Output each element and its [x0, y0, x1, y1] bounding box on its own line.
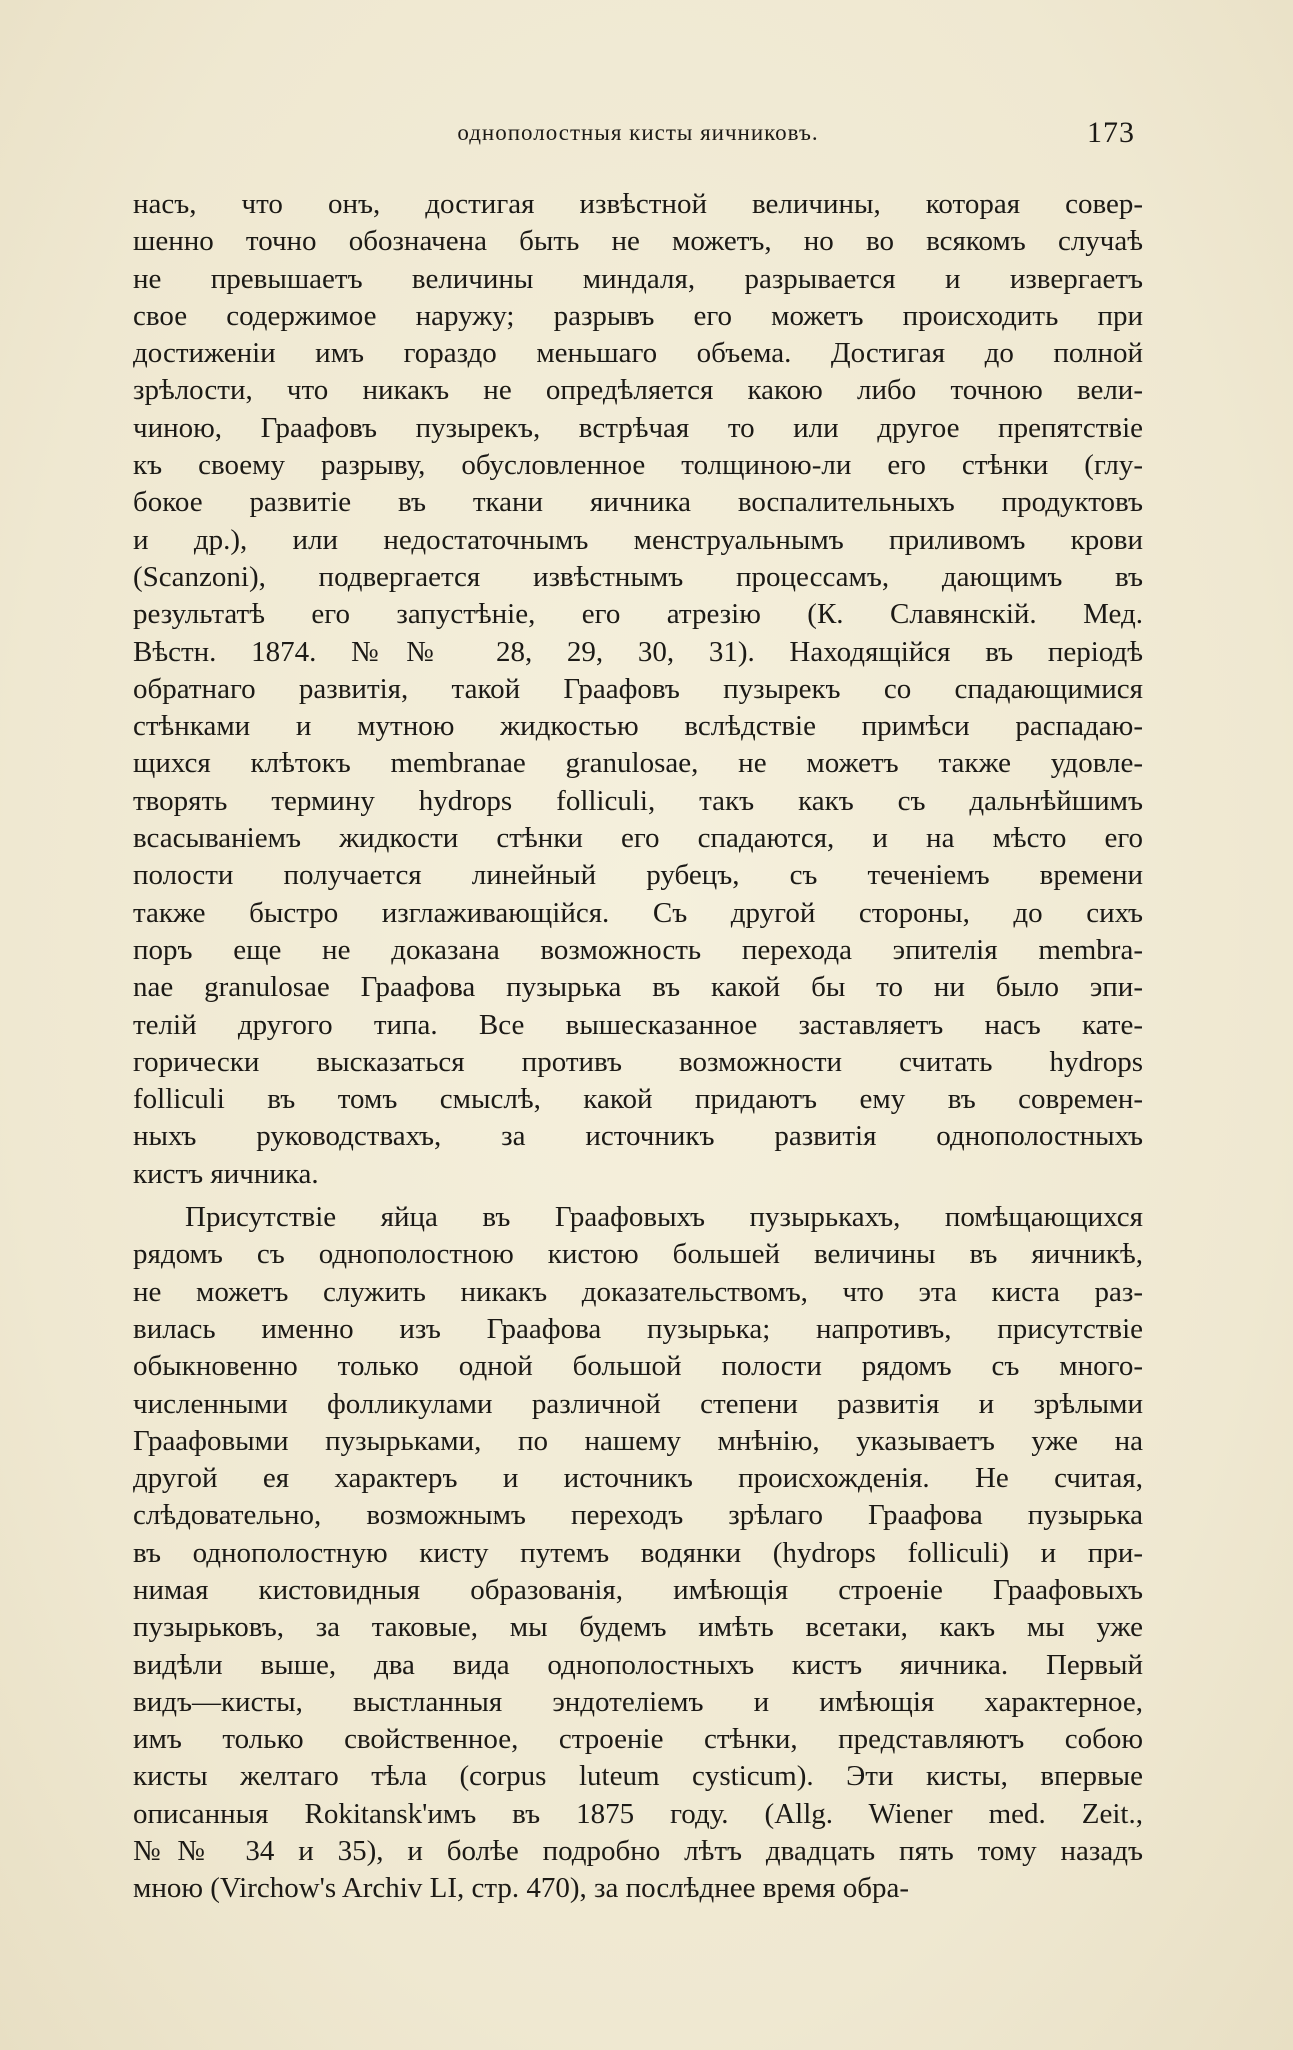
- paragraph: [133, 1199, 1143, 1908]
- page-number: 173: [1087, 116, 1135, 149]
- text-line: №№ 34 и 35), и болѣе подробно лѣтъ двадцать пять тому назадъ: [133, 1835, 1143, 1868]
- body-text: [133, 186, 1143, 1908]
- text-line: телій другого типа. Все вышесказанное заставляетъ насъ кате-: [133, 1008, 1143, 1041]
- running-title: однополостныя кисты яичниковъ.: [457, 120, 819, 145]
- text-line: нимая кистовидныя образованія, имѣющія строеніе Граафовыхъ: [133, 1573, 1143, 1606]
- text-line: къ своему разрыву, обусловленное толщиною-ли его стѣнки (глу-: [133, 449, 1143, 482]
- paragraph: [133, 186, 1143, 1193]
- text-line: (Scanzoni), подвергается извѣстнымъ процессамъ, дающимъ въ: [133, 560, 1143, 593]
- text-line: въ однополостную кисту путемъ водянки (hydrops folliculi) и при-: [133, 1536, 1143, 1569]
- text-line: свое содержимое наружу; разрывъ его можетъ происходить при: [133, 299, 1143, 332]
- text-line: имъ только свойственное, строеніе стѣнки, представляютъ собою: [133, 1723, 1143, 1756]
- text-line: насъ, что онъ, достигая извѣстной величины, которая совер-: [133, 188, 1143, 220]
- text-line: Вѣстн. 1874. №№ 28, 29, 30, 31). Находящійся въ періодѣ: [133, 635, 1143, 668]
- text-line: полости получается линейный рубецъ, съ теченіемъ времени: [133, 859, 1143, 892]
- text-line: Присутствіе яйца въ Граафовыхъ пузырькахъ, помѣщающихся: [185, 1201, 1143, 1234]
- text-line: численными фолликулами различной степени развитія и зрѣлыми: [133, 1387, 1143, 1420]
- text-line: шенно точно обозначена быть не можетъ, но во всякомъ случаѣ: [133, 225, 1143, 258]
- text-line: не превышаетъ величины миндаля, разрывается и извергаетъ: [133, 262, 1143, 295]
- text-line: вилась именно изъ Граафова пузырька; напротивъ, присутствіе: [133, 1312, 1143, 1345]
- text-line: поръ еще не доказана возможность перехода эпителія membra-: [133, 933, 1143, 966]
- text-line: не можетъ служить никакъ доказательствомъ, что эта киста раз-: [133, 1275, 1143, 1308]
- text-line: обратнаго развитія, такой Граафовъ пузырекъ со спадающимися: [133, 672, 1143, 705]
- text-line: также быстро изглаживающійся. Съ другой стороны, до сихъ: [133, 896, 1143, 929]
- text-line: nae granulosae Граафова пузырька въ какой бы то ни было эпи-: [133, 971, 1143, 1004]
- text-line: бокое развитіе въ ткани яичника воспалительныхъ продуктовъ: [133, 486, 1143, 519]
- text-line: видъ—кисты, выстланныя эндотеліемъ и имѣющія характерное,: [133, 1685, 1143, 1718]
- page-header: [133, 116, 1143, 156]
- text-line: щихся клѣтокъ membranae granulosae, не можетъ также удовле-: [133, 747, 1143, 780]
- text-line: слѣдовательно, возможнымъ переходъ зрѣлаго Граафова пузырька: [133, 1499, 1143, 1532]
- text-line: folliculi въ томъ смыслѣ, какой придаютъ ему въ современ-: [133, 1083, 1143, 1116]
- text-line: обыкновенно только одной большой полости рядомъ съ много-: [133, 1350, 1143, 1383]
- text-line: видѣли выше, два вида однополостныхъ кистъ яичника. Первый: [133, 1648, 1143, 1681]
- text-line: мною (Virchow's Archiv LI, стр. 470), за послѣднее время обра-: [133, 1872, 910, 1905]
- text-line: рядомъ съ однополостною кистою большей величины въ яичникѣ,: [133, 1238, 1143, 1271]
- text-line: стѣнками и мутною жидкостью вслѣдствіе примѣси распадаю-: [133, 710, 1143, 743]
- text-line: горически высказаться противъ возможности считать hydrops: [133, 1045, 1143, 1078]
- text-line: результатѣ его запустѣніе, его атрезію (К. Славянскій. Мед.: [133, 598, 1143, 631]
- text-line: творять термину hydrops folliculi, такъ какъ съ дальнѣйшимъ: [133, 784, 1143, 817]
- text-line: всасываніемъ жидкости стѣнки его спадаются, и на мѣсто его: [133, 822, 1143, 855]
- text-line: зрѣлости, что никакъ не опредѣляется какою либо точною вели-: [133, 374, 1143, 407]
- text-line: достиженіи имъ гораздо меньшаго объема. Достигая до полной: [133, 337, 1143, 370]
- text-line: Граафовыми пузырьками, по нашему мнѣнію, указываетъ уже на: [133, 1424, 1143, 1457]
- text-line: чиною, Граафовъ пузырекъ, встрѣчая то или другое препятствіе: [133, 411, 1143, 444]
- text-line: ныхъ руководствахъ, за источникъ развитія однополостныхъ: [133, 1120, 1143, 1153]
- text-line: кистъ яичника.: [133, 1157, 319, 1190]
- text-line: кисты желтаго тѣла (corpus luteum cysticum). Эти кисты, впервые: [133, 1760, 1143, 1793]
- text-line: и др.), или недостаточнымъ менструальнымъ приливомъ крови: [133, 523, 1143, 556]
- text-line: описанныя Rokitansk'имъ въ 1875 году. (Allg. Wiener med. Zeit.,: [133, 1797, 1143, 1830]
- text-line: другой ея характеръ и источникъ происхожденія. Не считая,: [133, 1462, 1143, 1495]
- text-line: пузырьковъ, за таковые, мы будемъ имѣть всетаки, какъ мы уже: [133, 1611, 1143, 1644]
